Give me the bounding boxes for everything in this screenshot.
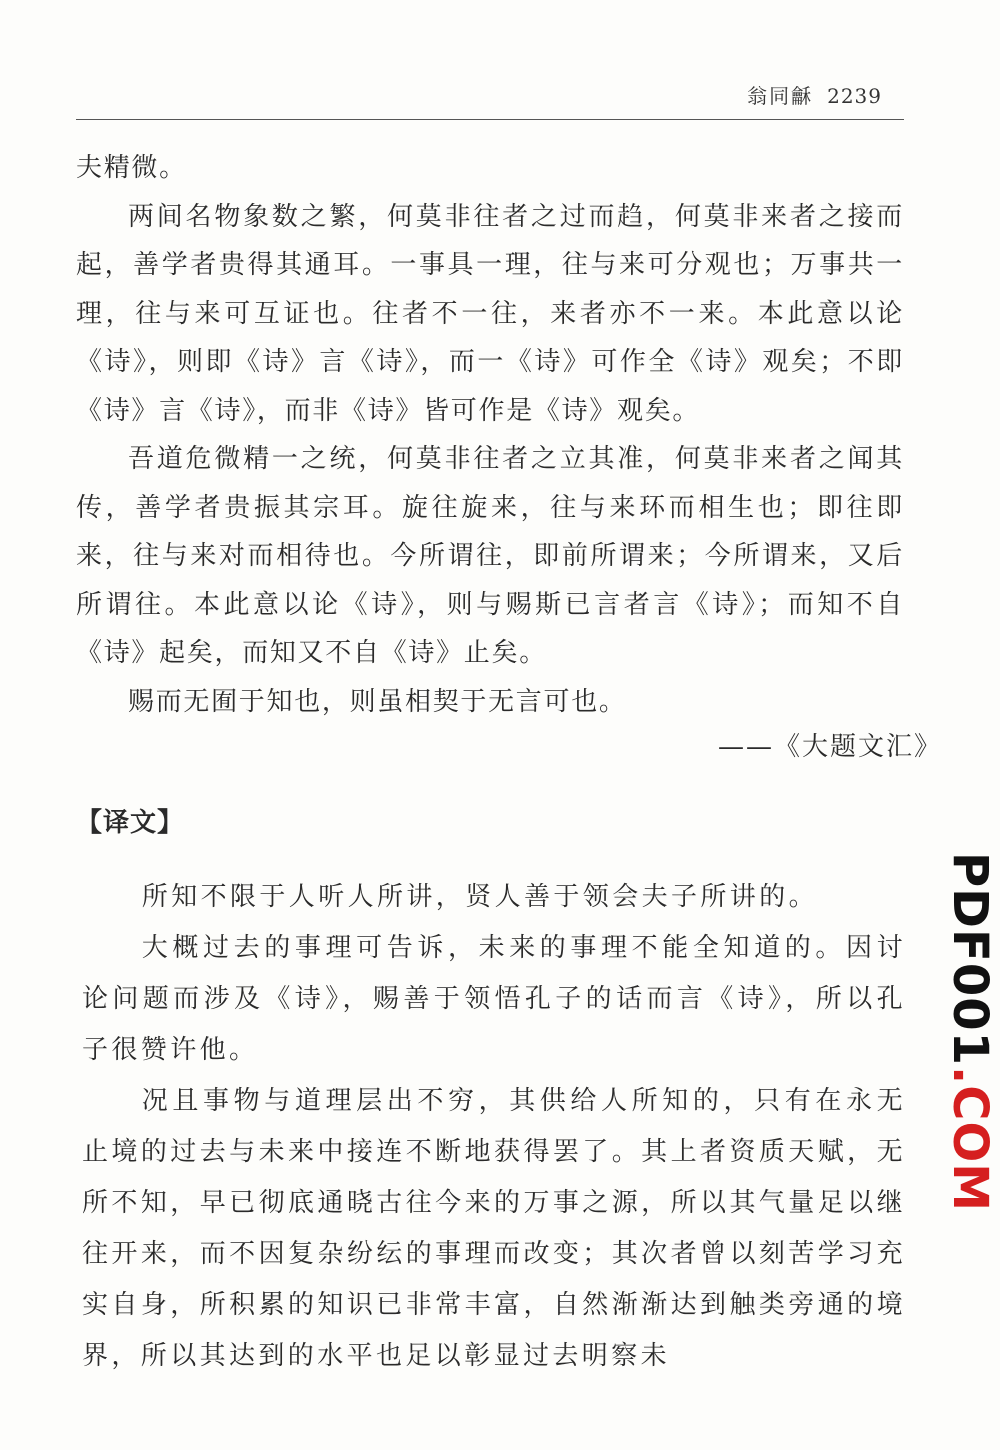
paragraph: 夫精微。: [76, 153, 187, 183]
translation-heading: 【译文】: [76, 808, 185, 838]
paragraph: 大概过去的事理可告诉，未来的事理不能全知道的。因讨论问题而涉及《诗》，赐善于领悟孔子的话而言《诗》，所以孔子很赞许他。: [82, 933, 906, 1065]
chapter-title: 翁同龢: [747, 84, 814, 108]
paragraph: 况且事物与道理层出不穷，其供给人所知的，只有在永无止境的过去与未来中接连不断地获得罢了。其上者资质天赋，无所不知，早已彻底通晓古往今来的万事之源，所以其气量足以继往开来，而不因复杂纷纭的事理而改变；其次者曾以刻苦学习充实自身，所积累的知识已非常丰富，自然渐渐达到触类旁通的境界，所以其达到的水平也足以彰显过去明察未: [82, 1086, 906, 1371]
header-rule: [76, 119, 904, 120]
watermark: [938, 852, 998, 1213]
watermark-text-black: PDF001: [942, 852, 998, 1067]
paragraph: 所知不限于人听人所讲，贤人善于领会夫子所讲的。: [141, 882, 818, 912]
translation-text: [82, 872, 906, 1382]
page-number: 2239: [827, 84, 882, 108]
paragraph: 吾道危微精一之统，何莫非往者之立其准，何莫非来者之闻其传，善学者贵振其宗耳。旋往旋来，往与来环而相生也；即往即来，往与来对而相待也。今所谓往，即前所谓来；今所谓来，又后所谓往。本此意以论《诗》，则与赐斯已言者言《诗》；而知不自《诗》起矣，而知又不自《诗》止矣。: [76, 444, 904, 668]
running-head: [747, 80, 882, 109]
paragraph: 两间名物象数之繁，何莫非往者之过而趋，何莫非来者之接而起，善学者贵得其通耳。一事具一理，往与来可分观也；万事共一理，往与来可互证也。往者不一往，来者亦不一来。本此意以论《诗》，则即《诗》言《诗》，而一《诗》可作全《诗》观矣；不即《诗》言《诗》，而非《诗》皆可作是《诗》观矣。: [76, 201, 904, 426]
paragraph: 赐而无囿于知也，则虽相契于无言可也。: [128, 686, 627, 717]
original-text: [76, 144, 904, 726]
watermark-text-red: .COM: [942, 1066, 998, 1213]
source-citation: ——《大题文汇》: [717, 732, 942, 762]
